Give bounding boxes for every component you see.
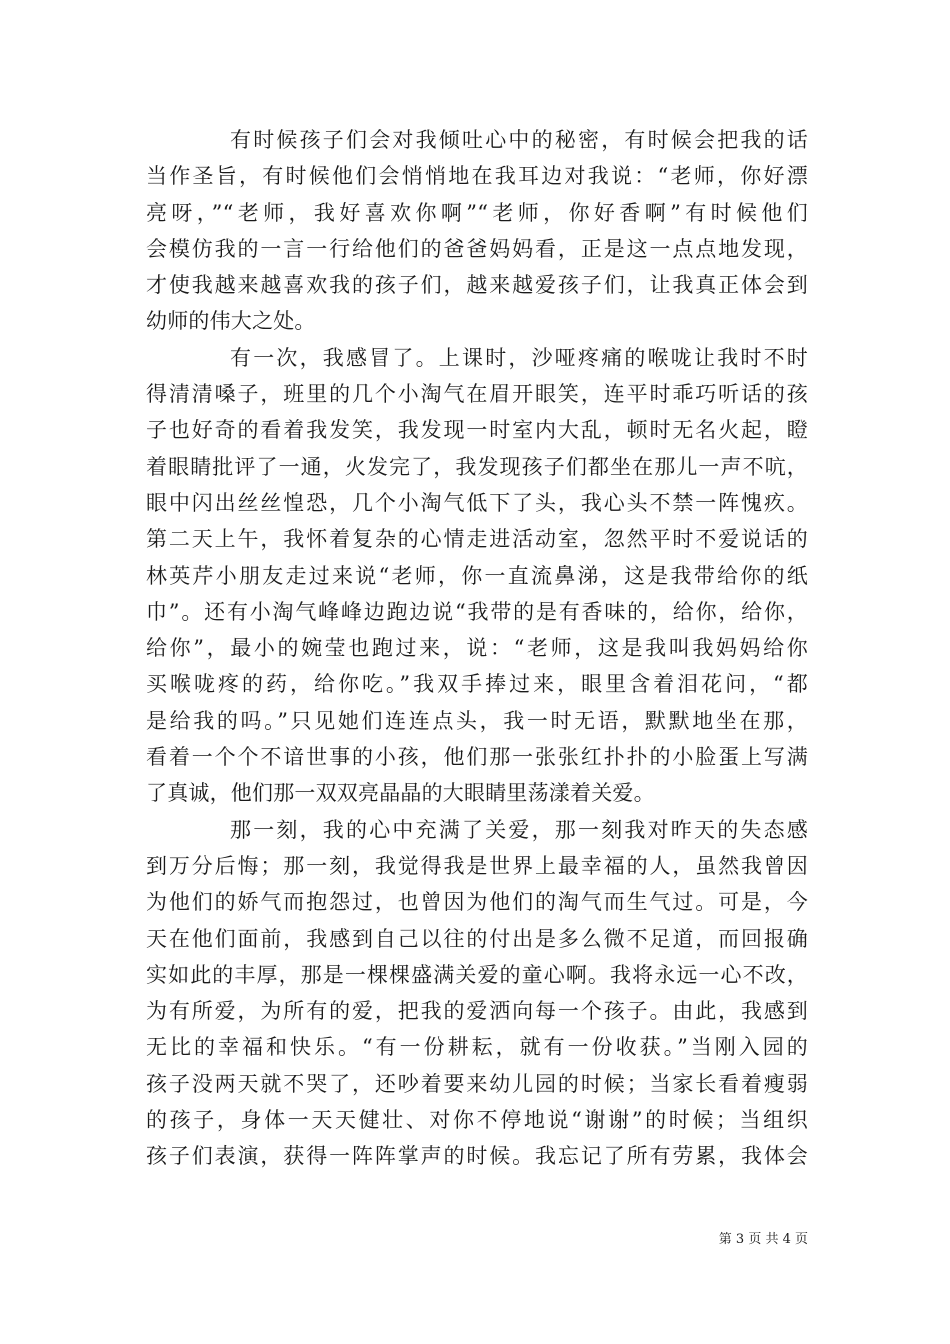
paragraph-1-line-5: 才使我越来越喜欢我的孩子们，越来越爱孩子们，让我真正体会到 <box>146 273 808 298</box>
paragraph-3-line-9: 的孩子，身体一天天健壮、对你不停地说“谢谢”的时候；当组织 <box>146 1108 808 1133</box>
paragraph-2-line-5: 眼中闪出丝丝惶恐，几个小淘气低下了头，我心头不禁一阵愧疚。 <box>146 490 808 515</box>
paragraph-2-line-13: 了真诚，他们那一双双亮晶晶的大眼睛里荡漾着关爱。 <box>146 781 655 806</box>
paragraph-3-line-8: 孩子没两天就不哭了，还吵着要来幼儿园的时候；当家长看着瘦弱 <box>146 1071 808 1096</box>
paragraph-2-line-10: 买喉咙疼的药，给你吃。”我双手捧过来，眼里含着泪花问，“都 <box>146 672 808 697</box>
paragraph-1-line-4: 会模仿我的一言一行给他们的爸爸妈妈看，正是这一点点地发现， <box>146 236 808 261</box>
paragraph-2-line-11: 是给我的吗。”只见她们连连点头，我一时无语，默默地坐在那， <box>146 708 808 733</box>
paragraph-3-line-4: 天在他们面前，我感到自己以往的付出是多么微不足道，而回报确 <box>146 926 808 951</box>
paragraph-3-line-7: 无比的幸福和快乐。“有一份耕耘，就有一份收获。”当刚入园的 <box>146 1035 808 1060</box>
paragraph-2-line-2: 得清清嗓子，班里的几个小淘气在眉开眼笑，连平时乖巧听话的孩 <box>146 382 808 407</box>
paragraph-2-line-7: 林英芹小朋友走过来说“老师，你一直流鼻涕，这是我带给你的纸 <box>146 563 808 588</box>
document-body <box>146 122 808 1175</box>
paragraph-3-line-10: 孩子们表演，获得一阵阵掌声的时候。我忘记了所有劳累，我体会 <box>146 1144 808 1169</box>
paragraph-3-line-5: 实如此的丰厚，那是一棵棵盛满关爱的童心啊。我将永远一心不改， <box>146 962 808 987</box>
page-number-footer: 第 3 页 共 4 页 <box>718 1232 808 1247</box>
paragraph-2-line-4: 着眼睛批评了一通，火发完了，我发现孩子们都坐在那儿一声不吭， <box>146 454 808 479</box>
paragraph-1-line-2: 当作圣旨，有时候他们会悄悄地在我耳边对我说：“老师，你好漂 <box>146 164 808 189</box>
paragraph-3-line-2: 到万分后悔；那一刻，我觉得我是世界上最幸福的人，虽然我曾因 <box>146 853 808 878</box>
paragraph-3-line-1: 那一刻，我的心中充满了关爱，那一刻我对昨天的失态感 <box>230 817 808 842</box>
paragraph-2-line-9: 给你”，最小的婉莹也跑过来，说：“老师，这是我叫我妈妈给你 <box>146 636 808 661</box>
paragraph-2-line-6: 第二天上午，我怀着复杂的心情走进活动室，忽然平时不爱说话的 <box>146 527 808 552</box>
paragraph-2-line-3: 子也好奇的看着我发笑，我发现一时室内大乱，顿时无名火起，瞪 <box>146 418 808 443</box>
paragraph-2-line-1: 有一次，我感冒了。上课时，沙哑疼痛的喉咙让我时不时 <box>230 345 808 370</box>
paragraph-1-line-3: 亮呀，”“老师，我好喜欢你啊”“老师，你好香啊”有时候他们 <box>146 200 808 225</box>
paragraph-2-line-12: 看着一个个不谙世事的小孩，他们那一张张红扑扑的小脸蛋上写满 <box>146 745 808 770</box>
paragraph-3-line-3: 为他们的娇气而抱怨过，也曾因为他们的淘气而生气过。可是，今 <box>146 890 808 915</box>
paragraph-2-line-8: 巾”。还有小淘气峰峰边跑边说“我带的是有香味的，给你，给你， <box>146 599 808 624</box>
paragraph-1-line-6: 幼师的伟大之处。 <box>146 309 316 334</box>
paragraph-1-line-1: 有时候孩子们会对我倾吐心中的秘密，有时候会把我的话 <box>230 128 808 152</box>
paragraph-3-line-6: 为有所爱，为所有的爱，把我的爱洒向每一个孩子。由此，我感到 <box>146 999 808 1024</box>
